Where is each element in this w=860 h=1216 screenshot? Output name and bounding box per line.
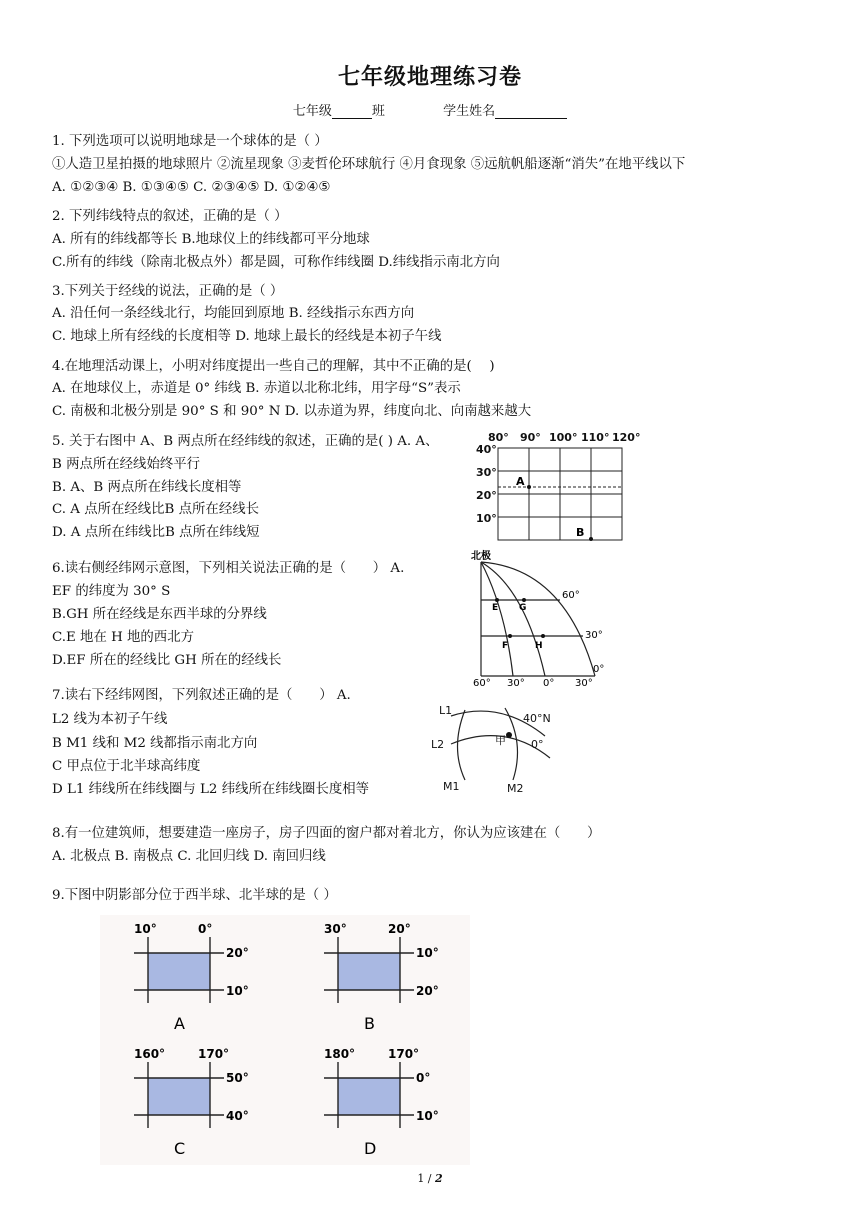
top-label-left: 30°: [324, 922, 347, 936]
top-label-right: 0°: [198, 922, 213, 936]
point-b-marker: [589, 537, 593, 541]
lon-30-right: 30°: [575, 678, 593, 688]
lon-label-120: 120°: [612, 431, 640, 444]
top-label-left: 10°: [134, 922, 157, 936]
q7-figure: [425, 698, 575, 798]
q6-stem: 6.读右侧经纬网示意图，下列相关说法正确的是（ ） A.: [52, 561, 405, 576]
q7-option-a: L2 线为本初子午线: [52, 712, 168, 727]
lon-label-80: 80°: [488, 431, 509, 444]
q6-option-a: EF 的纬度为 30° S: [52, 584, 171, 599]
q1-stem: 1. 下列选项可以说明地球是一个球体的是（ ）: [52, 134, 328, 149]
point-jia-marker: [506, 732, 512, 738]
pole-label: 北极: [471, 551, 491, 562]
name-blank[interactable]: [495, 104, 567, 119]
q6-option-b: B.GH 所在经线是东西半球的分界线: [52, 607, 267, 622]
shaded-region: [148, 953, 210, 990]
top-label-left: 180°: [324, 1047, 356, 1061]
right-label-bottom: 40°: [226, 1109, 249, 1123]
panel-letter: B: [364, 1014, 375, 1033]
q3-options-1: A. 沿任何一条经线北行，均能回到原地 B. 经线指示东西方向: [52, 306, 415, 321]
label-l1: L1: [439, 704, 453, 717]
point-h-label: H: [535, 641, 543, 651]
point-h-marker: [541, 634, 545, 638]
point-g-marker: [522, 598, 526, 602]
q5-option-b: B. A、B 两点所在纬线长度相等: [52, 480, 242, 495]
q8-stem: 8.有一位建筑师，想要建造一座房子，房子四面的窗户都对着北方，你认为应该建在（ ）: [52, 826, 601, 841]
lon-0: 0°: [543, 678, 555, 688]
label-m1: M1: [443, 780, 460, 793]
q6-option-d: D.EF 所在的经线比 GH 所在的经线长: [52, 653, 282, 668]
q5-lon-labels: [488, 431, 640, 444]
point-e-marker: [495, 598, 499, 602]
right-label-top: 0°: [416, 1071, 431, 1085]
top-label-left: 160°: [134, 1047, 166, 1061]
page-current: 1: [417, 1172, 425, 1185]
lat-60: 60°: [562, 590, 580, 601]
q4-stem: 4.在地理活动课上，小明对纬度提出一些自己的理解，其中不正确的是( ): [52, 359, 495, 374]
q6-lines: [481, 562, 595, 676]
q7-option-d: D L1 纬线所在纬线圈与 L2 纬线所在纬线圈长度相等: [52, 782, 370, 797]
q6-graticule-figure: [465, 548, 610, 688]
panel-letter: C: [174, 1139, 186, 1158]
q8-options: A. 北极点 B. 南极点 C. 北回归线 D. 南回归线: [52, 849, 326, 864]
q1-items: ①人造卫星拍摄的地球照片 ②流星现象 ③麦哲伦环球航行 ④月食现象 ⑤远航帆船逐渐“消失”在地平线以下: [52, 157, 686, 172]
point-b-label: B: [576, 526, 585, 539]
q7-labels: [431, 704, 551, 795]
q5-option-d: D. A 点所在纬线比B 点所在纬线短: [52, 525, 260, 540]
q4-options-1: A. 在地球仪上，赤道是 0° 纬线 B. 赤道以北称北纬，用字母“S”表示: [52, 381, 461, 396]
point-a-label: A: [516, 475, 525, 488]
q5-stem: 5. 关于右图中 A、B 两点所在经纬线的叙述，正确的是( ) A. A、: [52, 434, 439, 449]
lon-label-110: 110°: [581, 431, 610, 444]
point-e-label: E: [492, 603, 499, 613]
label-40n: 40°N: [523, 712, 551, 725]
label-jia: 甲: [495, 734, 506, 747]
name-label: 学生姓名: [443, 104, 496, 119]
q9-stem: 9.下图中阴影部分位于西半球、北半球的是（ ）: [52, 888, 337, 903]
right-label-top: 10°: [416, 946, 439, 960]
lat-label-30: 30°: [476, 466, 497, 479]
top-label-right: 170°: [198, 1047, 230, 1061]
q7-stem: 7.读右下经纬网图，下列叙述正确的是（ ） A.: [52, 688, 351, 703]
q5-line-2: B 两点所在经线始终平行: [52, 457, 201, 472]
right-label-bottom: 10°: [226, 984, 249, 998]
point-f-label: F: [502, 641, 509, 651]
q7-option-c: C 甲点位于北半球高纬度: [52, 759, 201, 774]
lat-label-10: 10°: [476, 512, 497, 525]
panel-letter: D: [364, 1139, 377, 1158]
right-label-bottom: 20°: [416, 984, 439, 998]
right-label-top: 20°: [226, 946, 249, 960]
class-suffix: 班: [371, 104, 385, 119]
q5-gridlines: [498, 448, 622, 540]
q1-options: A. ①②③④ B. ①③④⑤ C. ②③④⑤ D. ①②④⑤: [52, 180, 331, 195]
q9-figure: [100, 915, 470, 1165]
page-number: 1 / 2: [417, 1172, 443, 1185]
lon-60: 60°: [473, 678, 491, 688]
q5-lat-labels: [476, 443, 497, 525]
class-prefix: 七年级: [292, 104, 332, 119]
page-title: 七年级地理练习卷: [337, 65, 522, 90]
q2-stem: 2. 下列纬线特点的叙述，正确的是（ ）: [52, 209, 288, 224]
label-m2: M2: [507, 782, 524, 795]
q3-options-2: C. 地球上所有经线的长度相等 D. 地球上最长的经线是本初子午线: [52, 329, 442, 344]
lon-label-100: 100°: [549, 431, 578, 444]
right-label-bottom: 10°: [416, 1109, 439, 1123]
q4-options-2: C. 南极和北极分别是 90° S 和 90° N D. 以赤道为界，纬度向北、向南越来越大: [52, 404, 532, 419]
student-info-line: [0, 100, 860, 119]
top-label-right: 170°: [388, 1047, 420, 1061]
lat-label-20: 20°: [476, 489, 497, 502]
shaded-region: [148, 1078, 210, 1115]
point-a-marker: [527, 485, 531, 489]
q5-grid-figure: [470, 428, 640, 548]
top-label-right: 20°: [388, 922, 411, 936]
class-blank[interactable]: [332, 104, 372, 119]
label-l2: L2: [431, 738, 445, 751]
q5-option-c: C. A 点所在经线比B 点所在经线长: [52, 502, 259, 517]
q6-option-c: C.E 地在 H 地的西北方: [52, 630, 194, 645]
lon-30: 30°: [507, 678, 525, 688]
lon-label-90: 90°: [520, 431, 541, 444]
right-label-top: 50°: [226, 1071, 249, 1085]
panel-letter: A: [174, 1014, 185, 1033]
point-f-marker: [508, 634, 512, 638]
page-total: 2: [435, 1172, 443, 1185]
q2-options-1: A. 所有的纬线都等长 B.地球仪上的纬线都可平分地球: [52, 232, 370, 247]
label-0: 0°: [531, 738, 544, 751]
q2-options-2: C.所有的纬线（除南北极点外）都是圆，可称作纬线圈 D.纬线指示南北方向: [52, 255, 500, 270]
q3-stem: 3.下列关于经线的说法，正确的是（ ）: [52, 284, 284, 299]
point-g-label: G: [519, 603, 527, 613]
lat-30: 30°: [585, 630, 603, 641]
shaded-region: [338, 1078, 400, 1115]
lat-label-40: 40°: [476, 443, 497, 456]
shaded-region: [338, 953, 400, 990]
q7-option-b: B M1 线和 M2 线都指示南北方向: [52, 736, 258, 751]
lat-0: 0°: [593, 664, 605, 675]
